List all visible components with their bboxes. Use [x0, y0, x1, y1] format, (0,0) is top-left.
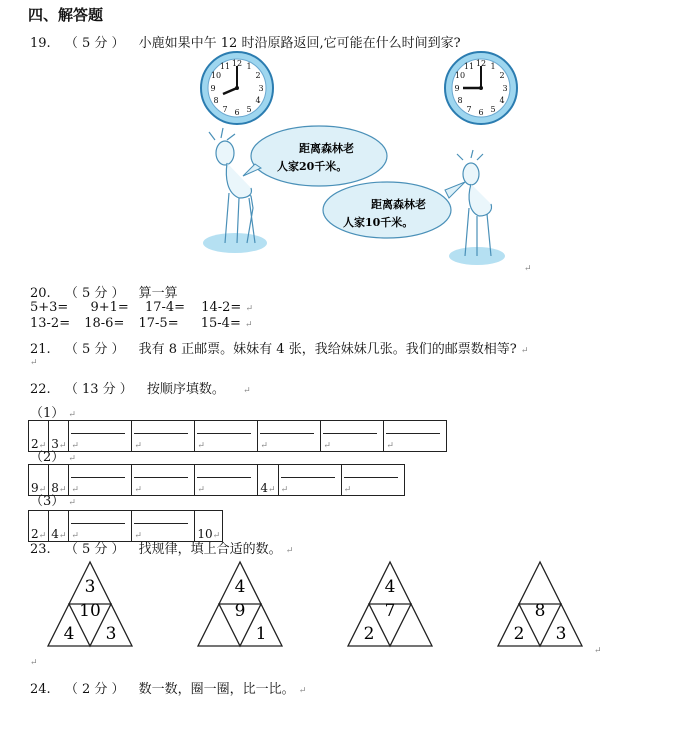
seq-cell: 10↵ — [195, 511, 223, 542]
bubble-left-line1: 距离森林老 — [299, 142, 354, 155]
seq-value: 10 — [197, 527, 213, 541]
return-mark: ↵ — [298, 686, 307, 696]
triangle-right-value: 1 — [255, 624, 267, 644]
svg-text:4: 4 — [255, 96, 261, 105]
answer-blank[interactable]: ↵ — [341, 465, 404, 496]
answer-blank[interactable]: ↵ — [278, 465, 341, 496]
svg-text:12: 12 — [475, 59, 487, 68]
q23-score: （ 5 分 ） — [64, 542, 125, 557]
q19-score: （ 5 分 ） — [64, 36, 125, 51]
q24-score: （ 2 分 ） — [64, 682, 125, 697]
answer-blank[interactable]: ↵ — [321, 421, 384, 452]
svg-text:3: 3 — [502, 84, 508, 93]
q20-line2 — [30, 316, 253, 331]
svg-text:6: 6 — [478, 108, 484, 117]
q21-number: 21. — [30, 342, 51, 357]
bubble-left-line2: 人家20千米。 — [277, 160, 348, 173]
q20-expr: 18-6= — [84, 316, 125, 331]
triangle-center-value: 8 — [534, 600, 546, 621]
q20-expr: 15-4= — [200, 316, 241, 331]
return-mark: ↵ — [30, 358, 38, 368]
q22-part-3-label — [30, 490, 76, 509]
triangle-left-value: 4 — [63, 624, 75, 644]
q19-text: 小鹿如果中午 12 时沿原路返回,它可能在什么时间到家? — [138, 36, 461, 51]
svg-text:8: 8 — [457, 96, 463, 105]
speech-bubble-left — [243, 126, 387, 186]
clock-left — [201, 52, 273, 124]
seq-cell: 8↵ — [49, 465, 69, 496]
seq-value: 3 — [51, 437, 59, 451]
q20-number: 20. — [30, 286, 51, 301]
triangle-top-value: 3 — [84, 577, 96, 598]
seq-cell: 4↵ — [49, 511, 69, 542]
question-21 — [30, 338, 528, 357]
svg-text:10: 10 — [210, 71, 222, 80]
deer-right-icon — [449, 150, 505, 265]
svg-text:2: 2 — [499, 71, 505, 80]
q19-number: 19. — [30, 36, 51, 51]
svg-text:2: 2 — [255, 71, 261, 80]
seq-cell: 9↵ — [29, 465, 49, 496]
answer-blank[interactable]: ↵ — [384, 421, 447, 452]
svg-text:10: 10 — [454, 71, 466, 80]
triangle-left-value: 2 — [513, 624, 525, 644]
sequence-row-2 — [28, 464, 405, 496]
svg-text:3: 3 — [258, 84, 264, 93]
answer-blank[interactable]: ↵ — [69, 511, 132, 542]
section-title-text: 四、解答题 — [28, 6, 104, 24]
return-mark: ↵ — [245, 304, 253, 314]
q22-score: （ 13 分 ） — [64, 382, 133, 397]
svg-text:12: 12 — [231, 59, 243, 68]
q24-number: 24. — [30, 682, 51, 697]
seq-value: 2 — [31, 527, 39, 541]
triangle-center-value: 10 — [79, 600, 101, 621]
triangle-left-value: 2 — [363, 624, 375, 644]
q20-expr: 9+1= — [90, 300, 129, 315]
q20-line1 — [30, 300, 253, 315]
q20-expr: 17-5= — [138, 316, 179, 331]
q22-part-2-label — [30, 446, 76, 465]
seq-cell: 2↵ — [29, 421, 49, 452]
q23-text: 找规律，填上合适的数。 — [138, 542, 282, 557]
return-mark: ↵ — [68, 410, 76, 420]
triangle-right-value: 3 — [555, 624, 567, 644]
q19-illustration — [195, 48, 535, 273]
answer-blank[interactable]: ↵ — [69, 421, 132, 452]
seq-value: 9 — [31, 481, 39, 495]
return-mark: ↵ — [68, 498, 76, 508]
question-23 — [30, 538, 293, 557]
clock-right — [445, 52, 517, 124]
answer-blank[interactable]: ↵ — [195, 421, 258, 452]
triangle-center-value: 7 — [384, 600, 396, 621]
svg-text:5: 5 — [490, 105, 496, 114]
answer-blank[interactable]: ↵ — [132, 421, 195, 452]
triangle-puzzle — [198, 562, 282, 646]
return-mark: ↵ — [285, 546, 294, 556]
q20-text: 算一算 — [138, 286, 178, 301]
triangle-puzzle — [498, 562, 582, 646]
triangle-right-value: 3 — [105, 624, 117, 644]
svg-text:6: 6 — [234, 108, 240, 117]
question-20 — [30, 282, 178, 301]
svg-text:5: 5 — [246, 105, 252, 114]
seq-value: 4 — [51, 527, 59, 541]
triangle-puzzle — [48, 562, 132, 646]
q23-number: 23. — [30, 542, 51, 557]
q20-expr: 14-2= — [201, 300, 242, 315]
svg-text:8: 8 — [213, 96, 219, 105]
q20-expr: 5+3= — [30, 300, 69, 315]
return-mark: ↵ — [68, 454, 76, 464]
q20-score: （ 5 分 ） — [64, 286, 125, 301]
seq-value: 4 — [260, 481, 269, 495]
svg-text:9: 9 — [454, 84, 460, 93]
answer-blank[interactable]: ↵ — [258, 421, 321, 452]
q22-part-1-label — [30, 402, 76, 421]
triangle-top-value: 4 — [384, 577, 396, 598]
svg-text:11: 11 — [219, 62, 231, 71]
answer-blank[interactable]: ↵ — [69, 465, 132, 496]
svg-text:7: 7 — [466, 105, 472, 114]
triangle-puzzles — [40, 560, 600, 655]
q22-number: 22. — [30, 382, 51, 397]
part-label: （3） — [30, 494, 65, 509]
q21-text: 我有 8 正邮票。妹妹有 4 张，我给妹妹几张。我们的邮票数相等? — [138, 342, 517, 357]
return-mark: ↵ — [245, 320, 253, 330]
q21-score: （ 5 分 ） — [64, 342, 125, 357]
seq-cell: 3↵ — [49, 421, 69, 452]
bubble-right-line1: 距离森林老 — [371, 198, 426, 211]
part-label: （2） — [30, 450, 65, 465]
question-24 — [30, 678, 306, 697]
triangle-puzzle — [348, 562, 432, 646]
answer-blank[interactable]: ↵ — [132, 511, 195, 542]
answer-blank[interactable]: ↵ — [132, 465, 195, 496]
svg-text:1: 1 — [246, 62, 252, 71]
seq-value: 2 — [31, 437, 39, 451]
svg-text:4: 4 — [499, 96, 505, 105]
svg-text:11: 11 — [463, 62, 475, 71]
question-22 — [30, 378, 251, 397]
section-title — [28, 4, 103, 25]
part-label: （1） — [30, 406, 65, 421]
sequence-row-1 — [28, 420, 447, 452]
seq-value: 8 — [51, 481, 59, 495]
return-mark: ↵ — [243, 386, 251, 396]
q24-text: 数一数，圈一圈，比一比。 — [138, 682, 295, 697]
return-mark: ↵ — [524, 264, 532, 274]
svg-text:1: 1 — [490, 62, 496, 71]
svg-text:9: 9 — [210, 84, 216, 93]
q22-text: 按顺序填数。 — [146, 382, 225, 397]
answer-blank[interactable]: ↵ — [195, 465, 258, 496]
bubble-right-line2: 人家10千米。 — [343, 216, 414, 229]
triangle-center-value: 9 — [234, 600, 246, 621]
svg-text:7: 7 — [222, 105, 228, 114]
seq-cell: 2↵ — [29, 511, 49, 542]
q20-expr: 17-4= — [144, 300, 186, 315]
return-mark: ↵ — [594, 646, 602, 656]
q20-expr: 13-2= — [30, 316, 71, 331]
triangle-top-value: 4 — [234, 577, 246, 598]
seq-cell: 4↵ — [258, 465, 278, 496]
return-mark: ↵ — [30, 658, 38, 668]
return-mark: ↵ — [520, 346, 529, 356]
